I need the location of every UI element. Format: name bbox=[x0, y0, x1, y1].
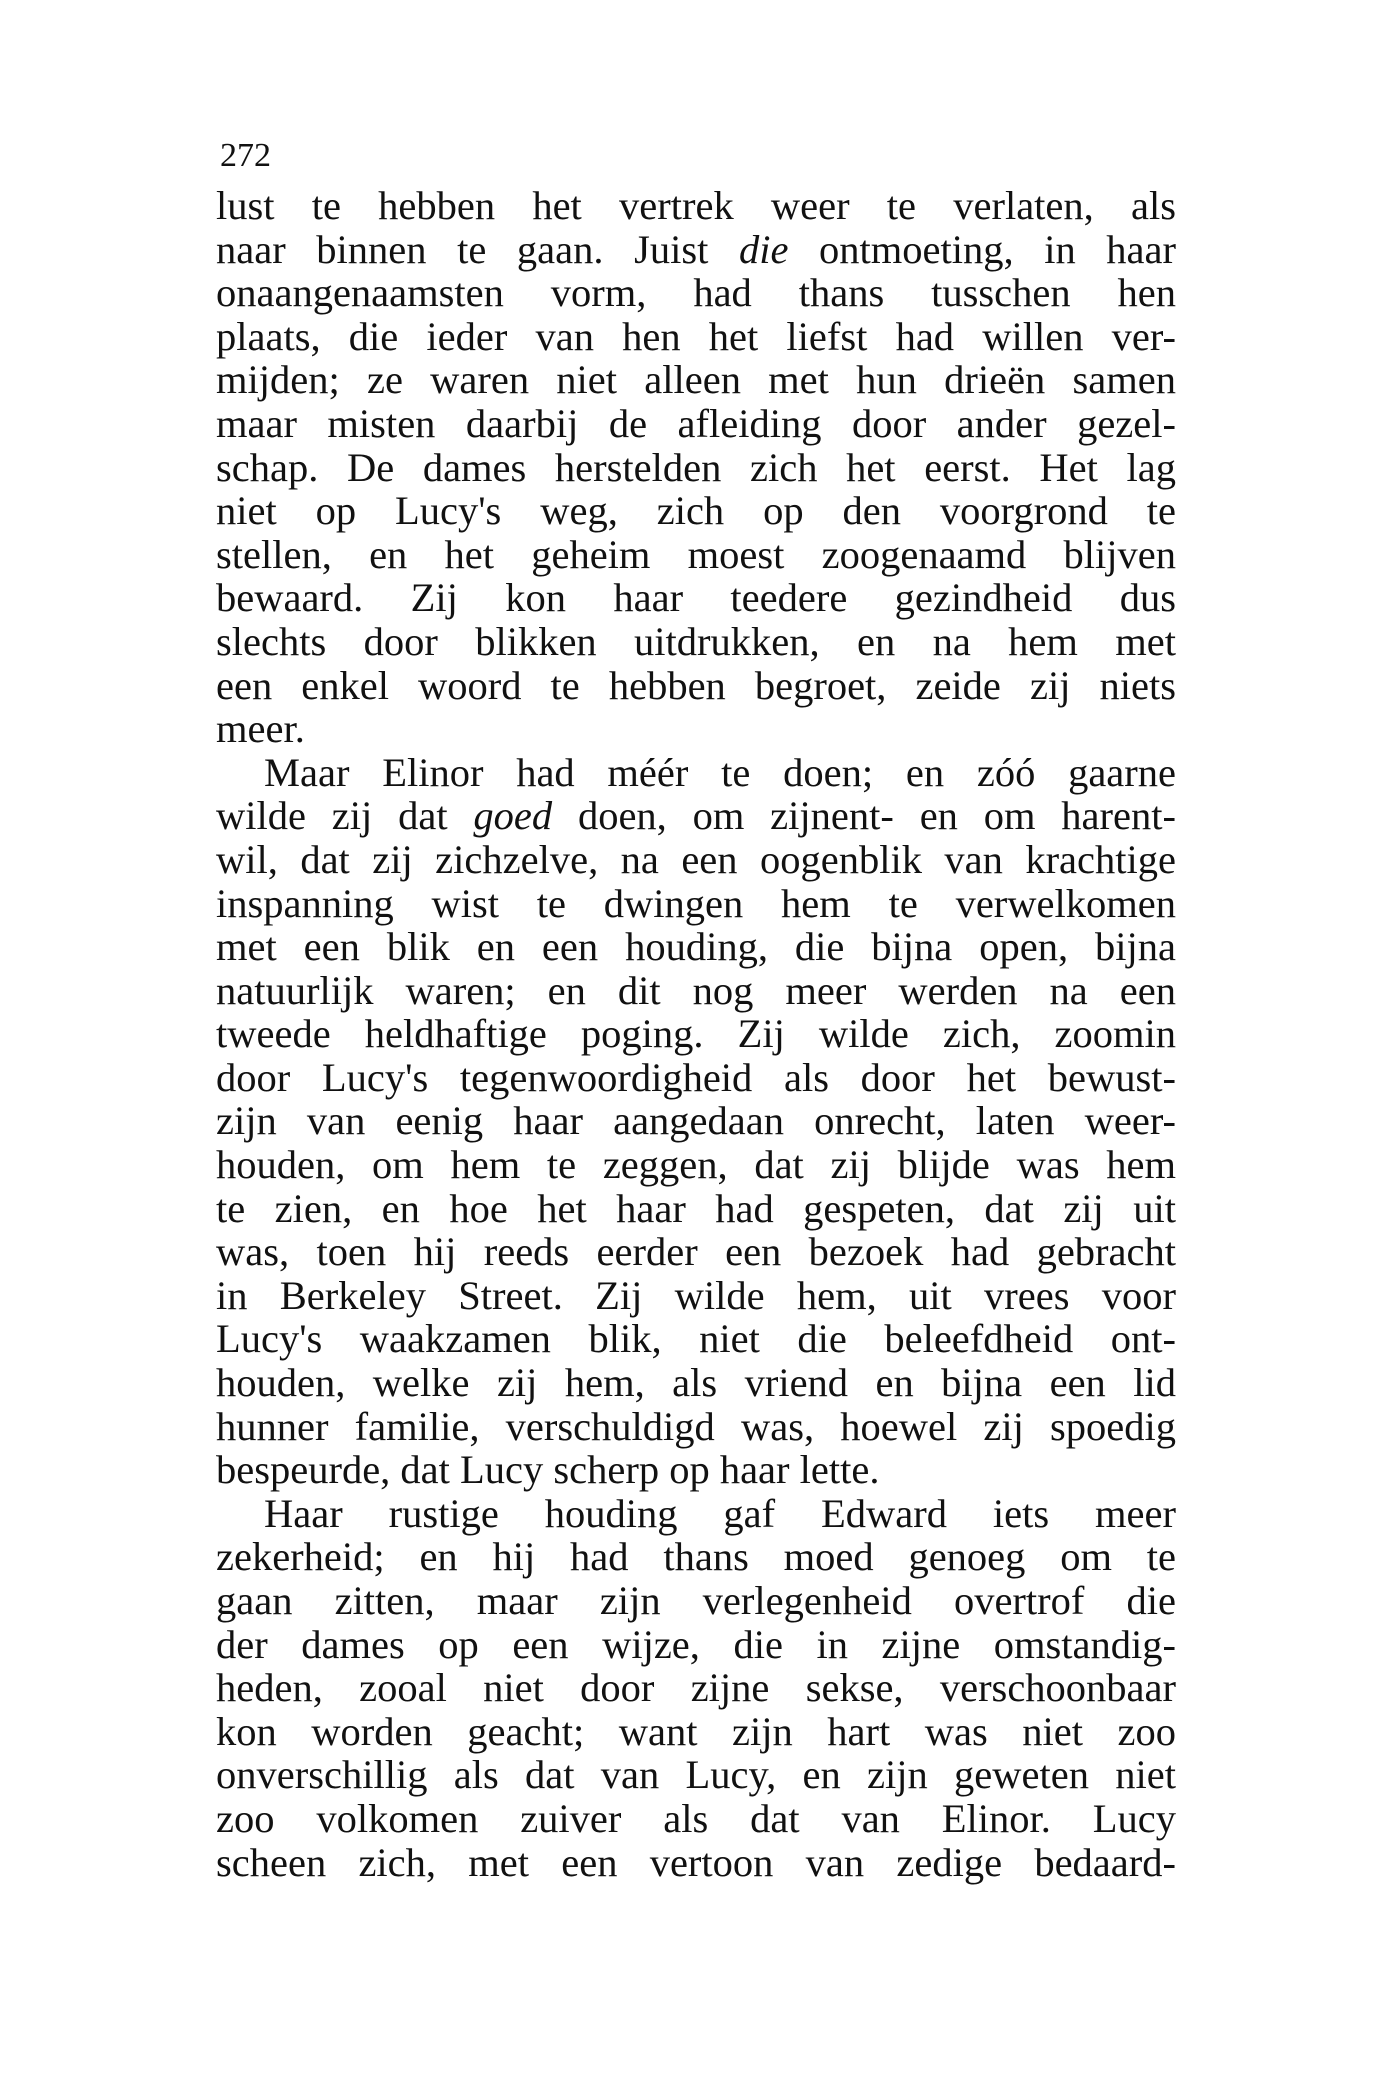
text-line: der dames op een wijze, die in zijne omstandig- bbox=[216, 1621, 1176, 1667]
text-line: meer. bbox=[216, 706, 305, 752]
text-line: was, toen hij reeds eerder een bezoek had gebracht bbox=[216, 1229, 1176, 1275]
emphasis: die bbox=[738, 226, 789, 272]
text-line: zijn van eenig haar aangedaan onrecht, laten weer- bbox=[216, 1098, 1176, 1144]
text-line: gaan zitten, maar zijn verlegenheid overtrof die bbox=[216, 1578, 1176, 1623]
text-line: natuurlijk waren; en dit nog meer werden na een bbox=[216, 967, 1176, 1013]
text-line: Haar rustige houding gaf Edward iets meer bbox=[264, 1490, 1176, 1536]
page-number: 272 bbox=[220, 137, 271, 174]
text-line: scheen zich, met een vertoon van zedige bedaard- bbox=[216, 1839, 1176, 1885]
text-line: stellen, en het geheim moest zoogenaamd blijven bbox=[216, 531, 1176, 577]
text-line: zoo volkomen zuiver als dat van Elinor. Lucy bbox=[216, 1795, 1176, 1841]
text-line: Maar Elinor had méér te doen; en zóó gaarne bbox=[264, 749, 1176, 795]
text-line: kon worden geacht; want zijn hart was niet zoo bbox=[216, 1708, 1176, 1754]
text-line: naar binnen te gaan. Juist die ontmoeting, in haar bbox=[216, 226, 1176, 272]
text-line: mijden; ze waren niet alleen met hun drieën samen bbox=[216, 357, 1176, 403]
text-line: een enkel woord te hebben begroet, zeide zij niets bbox=[216, 662, 1176, 708]
text-line: plaats, die ieder van hen het liefst had willen ver- bbox=[216, 313, 1176, 359]
text-line: hunner familie, verschuldigd was, hoewel zij spoedig bbox=[216, 1403, 1176, 1449]
text-line: door Lucy's tegenwoordigheid als door het bewust- bbox=[216, 1054, 1176, 1100]
text-line: wilde zij dat goed doen, om zijnent- en om harent- bbox=[216, 793, 1176, 839]
text-line: in Berkeley Street. Zij wilde hem, uit vrees voor bbox=[216, 1272, 1176, 1318]
text-line: houden, om hem te zeggen, dat zij blijde was hem bbox=[216, 1142, 1176, 1188]
text-line: Lucy's waakzamen blik, niet die beleefdheid ont- bbox=[216, 1316, 1176, 1362]
text-line: onverschillig als dat van Lucy, en zijn geweten niet bbox=[216, 1752, 1176, 1798]
text-line: slechts door blikken uitdrukken, en na hem met bbox=[216, 618, 1176, 664]
text-line: bespeurde, dat Lucy scherp op haar lette. bbox=[216, 1447, 880, 1493]
body-text bbox=[216, 184, 1176, 1884]
text-line: heden, zooal niet door zijne sekse, verschoonbaar bbox=[216, 1665, 1176, 1711]
emphasis: goed bbox=[473, 793, 553, 839]
text-line: niet op Lucy's weg, zich op den voorgrond te bbox=[216, 488, 1176, 534]
text-line: met een blik en een houding, die bijna open, bijna bbox=[216, 924, 1176, 970]
text-line: inspanning wist te dwingen hem te verwelkomen bbox=[216, 880, 1176, 926]
text-line: onaangenaamsten vorm, had thans tusschen hen bbox=[216, 270, 1176, 316]
text-line: tweede heldhaftige poging. Zij wilde zich, zoomin bbox=[216, 1011, 1176, 1057]
text-line: schap. De dames herstelden zich het eerst. Het lag bbox=[216, 444, 1176, 490]
text-line: lust te hebben het vertrek weer te verlaten, als bbox=[216, 183, 1176, 228]
text-line: houden, welke zij hem, als vriend en bijna een lid bbox=[216, 1360, 1176, 1406]
text-line: bewaard. Zij kon haar teedere gezindheid dus bbox=[216, 575, 1176, 621]
text-line: zekerheid; en hij had thans moed genoeg om te bbox=[216, 1534, 1176, 1580]
text-line: wil, dat zij zichzelve, na een oogenblik van krachtige bbox=[216, 836, 1176, 882]
text-line: maar misten daarbij de afleiding door ander gezel- bbox=[216, 400, 1176, 446]
text-line: te zien, en hoe het haar had gespeten, dat zij uit bbox=[216, 1185, 1176, 1231]
